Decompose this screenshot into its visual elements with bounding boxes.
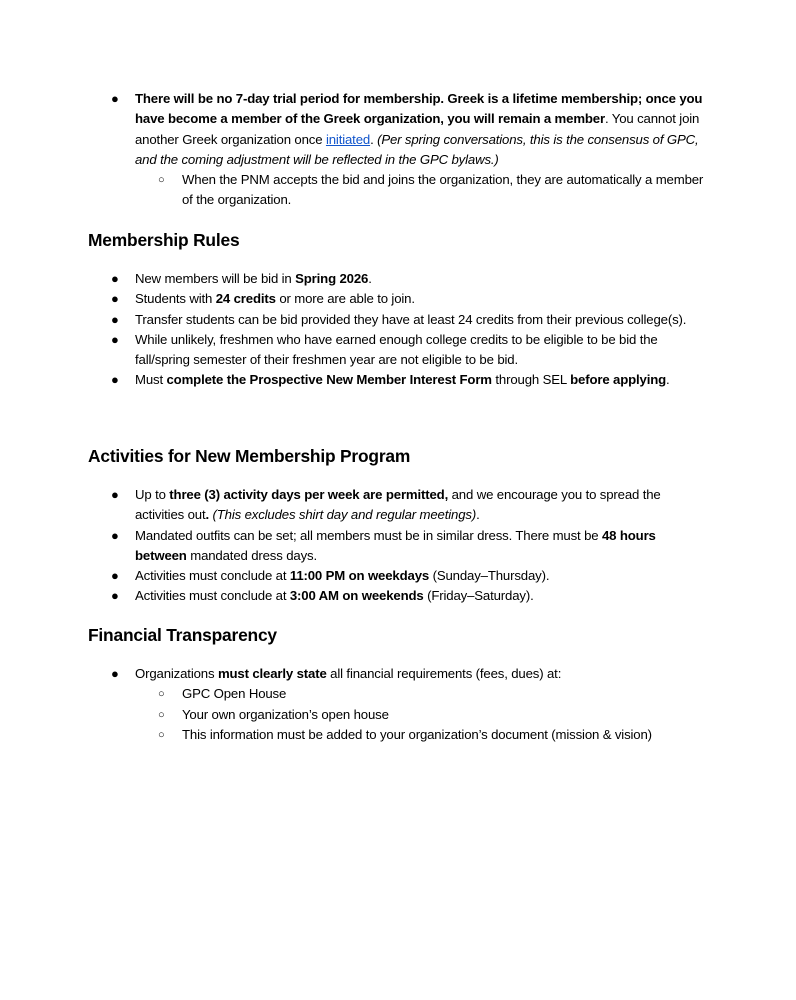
- membership-rules-heading: Membership Rules: [88, 230, 240, 250]
- text: Mandated outfits can be set; all members must be in similar dress. There must be: [135, 527, 602, 543]
- text: Students with: [135, 291, 216, 307]
- bold-text: 3:00 AM on weekends: [289, 588, 424, 604]
- text: . You cannot join another Greek organization once: [135, 111, 700, 147]
- sub-bullet-icon: ○: [158, 728, 165, 741]
- text: New members will be bid in: [135, 271, 296, 286]
- list-item: [0, 566, 710, 586]
- membership-rules-list: [0, 269, 735, 391]
- list-item: [0, 310, 735, 330]
- text: Activities must conclude at: [135, 568, 290, 584]
- sub-list-item: [0, 725, 742, 745]
- text: (Friday–Saturday).: [423, 588, 534, 604]
- list-item: [0, 370, 710, 390]
- sub-list-item: [0, 684, 712, 704]
- text: and we encourage you to spread the activities out: [135, 487, 661, 523]
- bullet-icon: ●: [111, 666, 119, 681]
- initiated-link[interactable]: initiated: [325, 131, 371, 147]
- intro-list: [0, 89, 712, 211]
- bold-text: complete the: [166, 372, 247, 388]
- text: all financial requirements (fees, dues) at:: [326, 666, 562, 681]
- bullet-icon: ●: [111, 588, 119, 604]
- text: GPC Open House: [182, 686, 287, 702]
- text: .: [666, 372, 670, 388]
- italic-note: (Per spring conversations, this is the consensus of GPC, and the coming adjustment will be reflected in the GPC bylaws.): [135, 131, 699, 167]
- text: .: [370, 131, 378, 147]
- text: mandated dress days.: [186, 547, 317, 563]
- list-item: [0, 526, 710, 567]
- bullet-icon: ●: [111, 91, 119, 106]
- text: Transfer students can be bid provided they have at least 24 credits from their previous college(s).: [135, 311, 687, 327]
- list-item: [0, 89, 710, 170]
- bullet-icon: ●: [111, 291, 119, 307]
- bold-text: 11:00 PM on weekdays: [289, 568, 430, 584]
- bold-text: 24 credits: [215, 291, 276, 307]
- bold-text: before applying: [570, 372, 667, 388]
- bullet-icon: ●: [111, 568, 119, 584]
- text: While unlikely, freshmen who have earned enough college credits to be eligible to be bid the fall/spring semester of their freshmen year are not eligible to be bid.: [135, 331, 658, 368]
- financial-heading: Financial Transparency: [88, 625, 277, 645]
- bold-text: Interest Form: [409, 372, 492, 388]
- list-item: [0, 485, 710, 526]
- activities-list: [0, 485, 710, 607]
- bullet-icon: ●: [111, 271, 119, 286]
- form-name-text: Prospective New Member: [246, 372, 410, 388]
- financial-list: [0, 664, 742, 745]
- bullet-icon: ●: [111, 527, 119, 543]
- text: This information must be added to your organization’s document (mission & vision): [182, 726, 652, 742]
- sub-bullet-icon: ○: [158, 708, 165, 721]
- text: When the PNM accepts the bid and joins the organization, they are automatically a member of the organization.: [182, 172, 704, 208]
- text: or more are able to join.: [275, 291, 415, 307]
- list-item: [0, 289, 710, 309]
- text: Must: [135, 372, 167, 388]
- list-item: [0, 664, 710, 684]
- sub-bullet-icon: ○: [158, 688, 165, 701]
- bold-text: There will be no 7-day trial period for membership. Greek is a lifetime membership; once you have become a member of the Greek organization, you will remain a member: [135, 91, 703, 127]
- sub-list-item: [0, 705, 712, 725]
- bullet-icon: ●: [111, 311, 119, 327]
- text: .: [476, 507, 480, 523]
- text: through SEL: [491, 372, 571, 388]
- text: Organizations: [135, 666, 218, 681]
- italic-note: (This excludes shirt day and regular meetings): [212, 507, 477, 523]
- text: (Sunday–Thursday).: [429, 568, 550, 584]
- list-item: [0, 269, 710, 289]
- list-item: [0, 586, 710, 606]
- bold-text: three (3) activity days per week are permitted,: [169, 487, 449, 502]
- text: Activities must conclude at: [135, 588, 290, 604]
- text: .: [368, 271, 372, 286]
- bold-text: .: [205, 507, 209, 523]
- sub-list-item: [0, 170, 712, 211]
- bold-text: Spring 2026: [295, 271, 369, 286]
- activities-heading: Activities for New Membership Program: [88, 446, 411, 466]
- bold-text: must clearly state: [217, 666, 327, 681]
- text: Up to: [135, 487, 170, 502]
- bold-text: 48 hours between: [135, 527, 656, 563]
- bullet-icon: ●: [111, 487, 119, 502]
- sub-bullet-icon: ○: [158, 174, 165, 187]
- text: Your own organization’s open house: [182, 706, 389, 722]
- bullet-icon: ●: [111, 372, 119, 388]
- list-item: [0, 330, 710, 371]
- bullet-icon: ●: [111, 331, 119, 347]
